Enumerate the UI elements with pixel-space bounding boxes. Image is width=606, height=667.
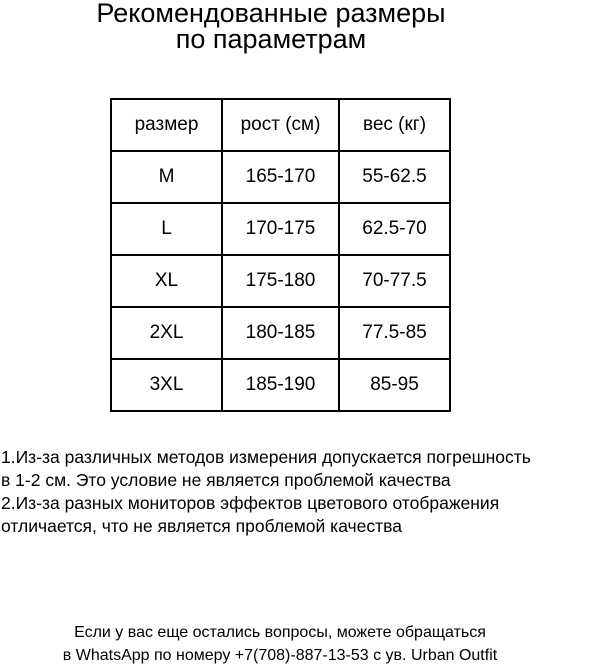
table-row bbox=[111, 151, 450, 203]
header-height: рост (см) bbox=[222, 99, 339, 151]
table-row bbox=[111, 255, 450, 307]
cell-height: 185-190 bbox=[222, 359, 339, 411]
header-weight: вес (кг) bbox=[339, 99, 450, 151]
cell-size: XL bbox=[111, 255, 222, 307]
cell-size: L bbox=[111, 203, 222, 255]
header-size: размер bbox=[111, 99, 222, 151]
cell-weight: 77.5-85 bbox=[339, 307, 450, 359]
cell-height: 180-185 bbox=[222, 307, 339, 359]
cell-weight: 85-95 bbox=[339, 359, 450, 411]
cell-weight: 55-62.5 bbox=[339, 151, 450, 203]
table-row bbox=[111, 307, 450, 359]
page-title-line-2: по параметрам bbox=[175, 24, 367, 54]
notes-block bbox=[1, 446, 605, 538]
cell-size: 2XL bbox=[111, 307, 222, 359]
cell-weight: 62.5-70 bbox=[339, 203, 450, 255]
table-header-row bbox=[111, 99, 450, 151]
table-row bbox=[111, 203, 450, 255]
cell-weight: 70-77.5 bbox=[339, 255, 450, 307]
table-row bbox=[111, 359, 450, 411]
note-line: 2.Из-за разных мониторов эффектов цветового отображения bbox=[1, 493, 500, 513]
contact-block bbox=[0, 621, 560, 667]
note-line: 1.Из-за различных методов измерения допускается погрешность bbox=[1, 447, 531, 467]
cell-size: 3XL bbox=[111, 359, 222, 411]
cell-size: M bbox=[111, 151, 222, 203]
contact-line: в WhatsApp по номеру +7(708)-887-13-53 с ув. Urban Outfit bbox=[62, 647, 498, 664]
note-line: отличается, что не является проблемой качества bbox=[1, 516, 403, 536]
cell-height: 170-175 bbox=[222, 203, 339, 255]
cell-height: 165-170 bbox=[222, 151, 339, 203]
note-line: в 1-2 см. Это условие не является проблемой качества bbox=[1, 470, 451, 490]
cell-height: 175-180 bbox=[222, 255, 339, 307]
page-title-line-1: Рекомендованные размеры bbox=[96, 0, 446, 28]
size-chart-table bbox=[110, 98, 451, 412]
contact-line: Если у вас еще остались вопросы, можете обращаться bbox=[74, 624, 486, 641]
page-title bbox=[0, 0, 542, 52]
